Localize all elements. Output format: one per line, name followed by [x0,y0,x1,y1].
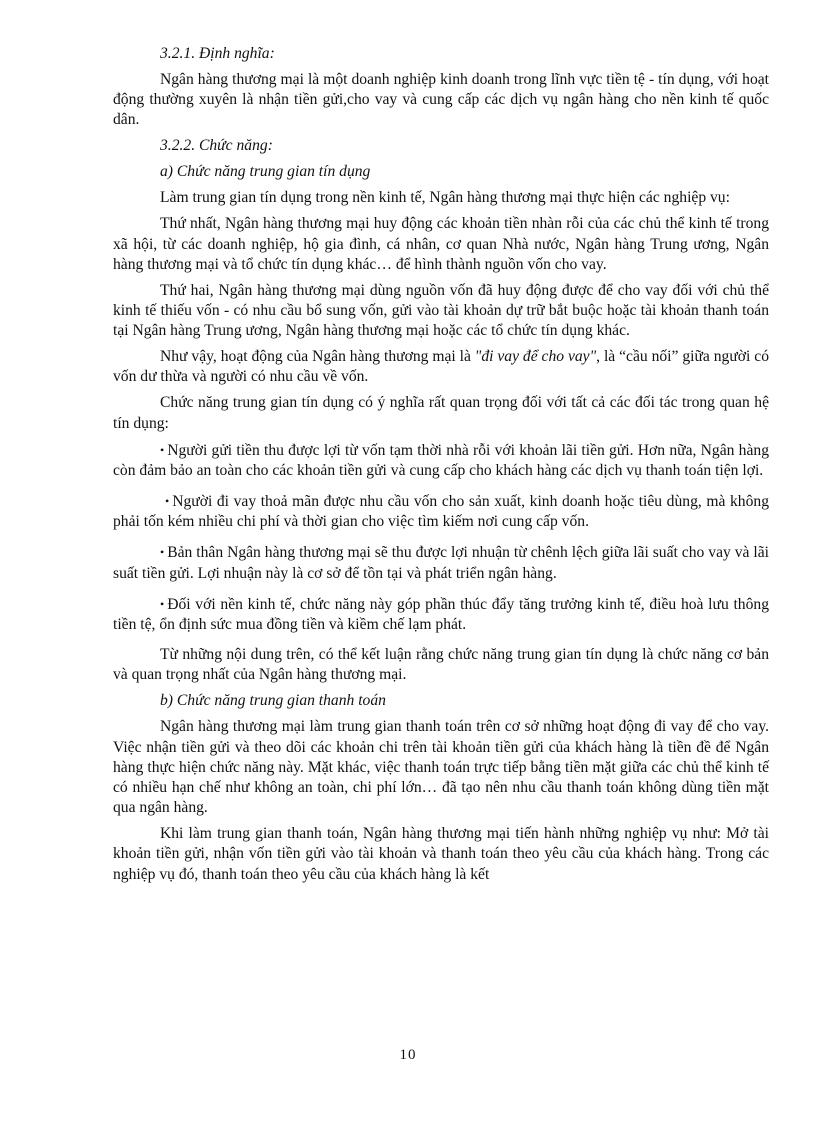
subheading-payment-intermediary: b) Chức năng trung gian thanh toán [160,692,386,710]
bullet-icon: • [160,545,165,560]
bullet-text: Người gửi tiền thu được lợi từ vốn tạm thời nhà rỗi với khoản lãi tiền gửi. Hơn nữa, Ngân hàng còn đảm bảo an toàn cho các khoản tiền gửi và cung cấp cho khách hàng các dịch vụ thanh toán tiện lợi. [113,441,769,479]
paragraph-definition: Ngân hàng thương mại là một doanh nghiệp kinh doanh trong lĩnh vực tiền tệ - tín dụng, với hoạt động thường xuyên là nhận tiền gửi,cho vay và cung cấp các dịch vụ ngân hàng cho nền kinh tế quốc dân. [113,71,769,129]
paragraph-second: Thứ hai, Ngân hàng thương mại dùng nguồn vốn đã huy động được để cho vay đối với chủ thể kinh tế thiếu vốn - có nhu cầu bổ sung vốn, gửi vào tài khoản dự trữ bắt buộc hoặc tài khoản thanh toán tại Ngân hàng Trung ương, Ngân hàng thương mại hoặc các tổ chức tín dụng khác. [113,281,769,340]
paragraph-summary-end: , là “cầu nối” giữa người có vốn dư thừa và người có nhu cầu về vốn. [113,348,769,386]
bullet-text: Đối với nền kinh tế, chức năng này góp phần thúc đẩy tăng trưởng kinh tế, điều hoà lưu thông tiền tệ, ổn định sức mua đồng tiền và kiềm chế lạm phát. [113,595,769,634]
paragraph-payment-basis: Ngân hàng thương mại làm trung gian thanh toán trên cơ sở những hoạt động đi vay để cho vay. Việc nhận tiền gửi và theo dõi các khoản chi trên tài khoản tiền gửi của khách hàng là tiền đề để Ngân hàng thực hiện chức năng này. Mặt khác, việc thanh toán trực tiếp bằng tiền mặt giữa các chủ thể kinh tế có nhiều hạn chế như không an toàn, chi phí lớn… đã tạo nên nhu cầu thanh toán không dùng tiền mặt qua ngân hàng. [113,718,769,817]
paragraph-first: Thứ nhất, Ngân hàng thương mại huy động các khoản tiền nhàn rỗi của các chủ thể kinh tế trong xã hội, từ các doanh nghiệp, hộ gia đình, cá nhân, cơ quan Nhà nước, Ngân hàng Trung ương, Ngân hàng thương mại và tổ chức tín dụng khác… để hình thành nguồn vốn cho vay. [113,215,769,273]
bullet-icon: • [165,494,170,509]
paragraph-summary-start: Như vậy, hoạt động của Ngân hàng thương mại là [160,348,475,366]
bullet-text: Bản thân Ngân hàng thương mại sẽ thu được lợi nhuận từ chênh lệch giữa lãi suất cho vay và lãi suất tiền gửi. Lợi nhuận này là cơ sở để tồn tại và phát triển ngân hàng. [113,544,769,582]
bullet-item-depositors [113,440,769,481]
paragraph-summary [113,347,769,387]
paragraph-payment-operations: Khi làm trung gian thanh toán, Ngân hàng thương mại tiến hành những nghiệp vụ như: Mở tài khoản tiền gửi, nhận vốn tiền gửi vào tài khoản và thanh toán theo yêu cầu của khách hàng. Trong các nghiệp vụ đó, thanh toán theo yêu cầu của khách hàng là kết [113,825,769,883]
section-heading-definition: 3.2.1. Định nghĩa: [160,45,275,62]
section-heading-functions: 3.2.2. Chức năng: [160,137,273,155]
bullet-text: Người đi vay thoả mãn được nhu cầu vốn cho sản xuất, kinh doanh hoặc tiêu dùng, mà không phải tốn kém nhiều chi phí và thời gian cho việc tìm kiếm nơi cung cấp vốn. [113,493,769,531]
paragraph-significance: Chức năng trung gian tín dụng có ý nghĩa rất quan trọng đối với tất cả các đối tác trong quan hệ tín dụng: [113,394,769,432]
page-number: 10 [399,1047,417,1063]
bullet-item-economy [113,594,769,635]
paragraph-summary-quote: "đi vay để cho vay" [474,348,597,366]
paragraph-credit-intro: Làm trung gian tín dụng trong nền kinh tế, Ngân hàng thương mại thực hiện các nghiệp vụ: [160,189,730,207]
bullet-icon: • [160,596,165,611]
bullet-item-bank [113,542,769,583]
bullet-item-borrowers [113,491,769,532]
subheading-credit-intermediary: a) Chức năng trung gian tín dụng [160,163,371,181]
paragraph-conclusion: Từ những nội dung trên, có thể kết luận rằng chức năng trung gian tín dụng là chức năng cơ bản và quan trọng nhất của Ngân hàng thương mại. [113,646,769,684]
bullet-icon: • [160,442,165,457]
document-page [113,44,769,891]
